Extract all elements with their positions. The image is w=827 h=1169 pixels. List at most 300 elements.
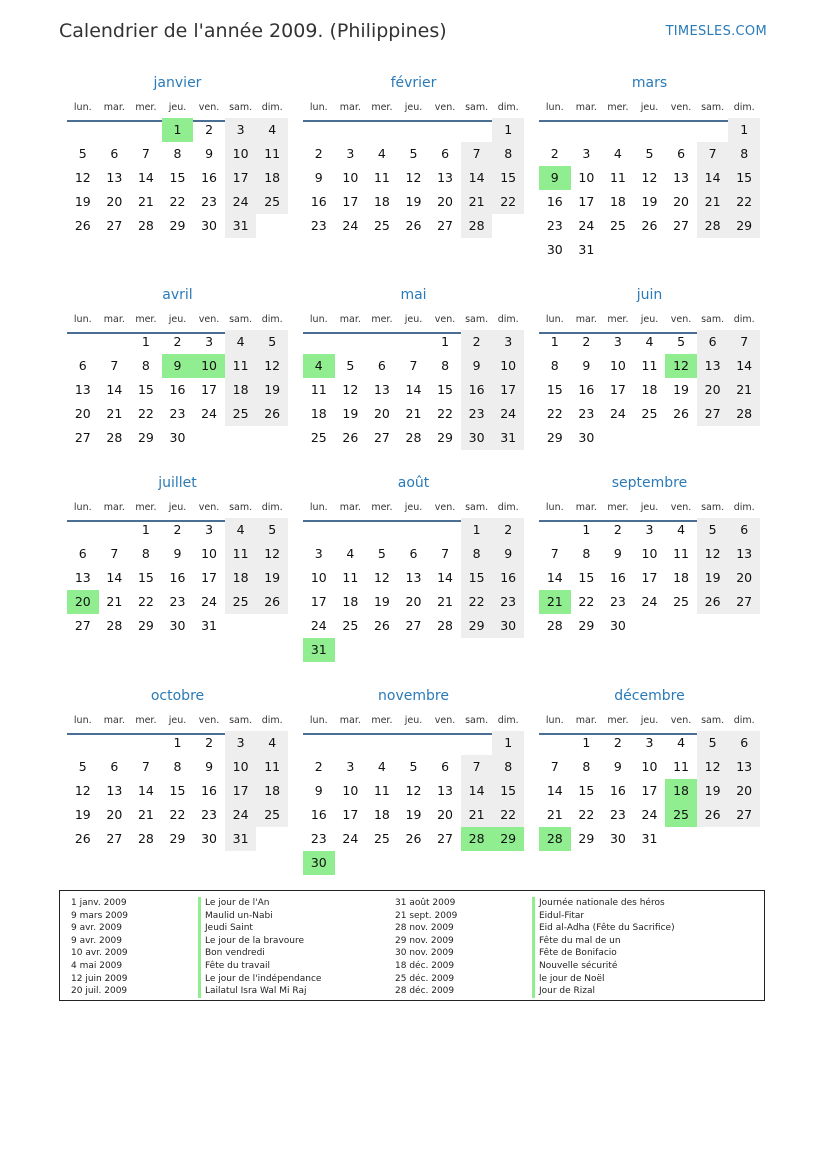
day-cell: 3	[645, 735, 654, 750]
day-cell: 2	[173, 522, 182, 537]
day-cell: 10	[609, 358, 626, 373]
day-cell: 4	[677, 735, 686, 750]
legend-date: 25 déc. 2009	[395, 973, 455, 984]
day-cell: 27	[106, 831, 123, 846]
day-cell: 15	[169, 783, 186, 798]
day-cell: 14	[697, 166, 729, 190]
weekday-header: sam.	[465, 314, 489, 325]
day-cell: 1	[441, 334, 450, 349]
day-cell: 3	[582, 146, 591, 161]
day-cell: 22	[492, 190, 524, 214]
day-cell: 30	[546, 242, 563, 257]
day-cell: 27	[437, 831, 453, 846]
day-cell: 23	[546, 218, 563, 233]
legend-holiday-name: Fête du mal de un	[532, 935, 675, 948]
day-cell: 8	[582, 759, 591, 774]
legend-date: 12 juin 2009	[71, 973, 128, 984]
day-cell: 6	[677, 146, 686, 161]
day-cell: 16	[492, 566, 524, 590]
day-cell: 18	[256, 166, 288, 190]
day-cell: 20	[437, 194, 453, 209]
day-cell: 13	[106, 170, 123, 185]
weekday-header: jeu.	[404, 502, 423, 513]
day-cell: 11	[641, 358, 658, 373]
legend-holiday-name: Journée nationale des héros	[532, 897, 675, 910]
day-cell: 27	[106, 218, 123, 233]
day-cell: 1	[492, 731, 524, 755]
weekday-header: dim.	[497, 314, 519, 325]
day-cell: 18	[641, 382, 658, 397]
legend-holiday-name: Eid al-Adha (Fête du Sacrifice)	[532, 922, 675, 935]
day-cell: 14	[461, 779, 493, 803]
day-cell: 27	[373, 430, 390, 445]
day-cell: 1	[550, 334, 559, 349]
day-cell: 6	[697, 330, 729, 354]
day-cell: 6	[110, 146, 119, 161]
weekday-header: jeu.	[404, 314, 423, 325]
legend-date: 28 déc. 2009	[395, 986, 455, 997]
weekday-header: jeu.	[168, 102, 187, 113]
day-cell: 6	[78, 546, 87, 561]
day-cell: 26	[697, 590, 729, 614]
day-cell: 25	[310, 430, 327, 445]
day-cell: 16	[609, 570, 626, 585]
day-cell: 1	[141, 334, 150, 349]
day-cell: 30	[169, 618, 186, 633]
day-cell: 11	[225, 354, 257, 378]
day-cell: 30	[492, 614, 524, 638]
legend-date: 18 déc. 2009	[395, 960, 455, 971]
weekday-header: sam.	[465, 102, 489, 113]
day-cell: 18	[256, 779, 288, 803]
legend-date: 20 juil. 2009	[71, 986, 128, 997]
day-cell: 18	[225, 566, 257, 590]
day-cell: 29	[578, 618, 595, 633]
day-cell: 20	[74, 406, 91, 421]
legend-date: 29 nov. 2009	[395, 935, 454, 946]
day-cell: 6	[441, 759, 450, 774]
day-cell: 22	[437, 406, 453, 421]
weekday-header: dim.	[261, 314, 283, 325]
day-cell: 18	[310, 406, 327, 421]
weekday-header: sam.	[701, 715, 725, 726]
legend-holiday-name: Le jour de l'An	[198, 897, 321, 910]
weekday-header: ven.	[434, 715, 456, 726]
day-cell: 29	[169, 831, 186, 846]
day-cell: 28	[697, 214, 729, 238]
day-cell: 19	[256, 378, 288, 402]
weekday-header: sam.	[465, 715, 489, 726]
day-cell: 19	[74, 807, 91, 822]
day-cell: 15	[492, 166, 524, 190]
day-cell: 31	[225, 214, 257, 238]
day-cell: 21	[106, 406, 123, 421]
day-cell: 11	[673, 546, 689, 561]
legend-date: 28 nov. 2009	[395, 923, 454, 934]
day-cell: 13	[373, 382, 390, 397]
weekday-header: sam.	[701, 314, 725, 325]
weekday-header: mer.	[135, 314, 157, 325]
day-cell: 26	[256, 402, 288, 426]
month-name: février	[390, 75, 437, 91]
day-cell: 21	[697, 190, 729, 214]
weekday-header: dim.	[497, 502, 519, 513]
day-cell: 26	[641, 218, 658, 233]
day-cell: 26	[74, 831, 91, 846]
day-cell: 6	[441, 146, 450, 161]
day-cell: 23	[310, 218, 327, 233]
day-cell: 19	[405, 194, 422, 209]
day-cell: 13	[697, 354, 729, 378]
legend-names-column-1	[198, 897, 321, 998]
day-cell: 26	[342, 430, 359, 445]
day-cell: 11	[373, 783, 390, 798]
day-cell: 22	[461, 590, 493, 614]
day-cell: 20	[106, 194, 123, 209]
day-cell: 18	[609, 194, 626, 209]
weekday-header: mer.	[607, 715, 629, 726]
day-cell: 26	[373, 618, 390, 633]
day-cell: 8	[173, 759, 182, 774]
day-cell: 10	[641, 546, 658, 561]
day-cell: 28	[137, 218, 154, 233]
day-cell: 30	[609, 831, 626, 846]
holiday-day-cell: 31	[303, 638, 335, 662]
day-cell: 28	[106, 430, 123, 445]
weekday-header: sam.	[701, 502, 725, 513]
day-cell: 24	[609, 406, 626, 421]
day-cell: 23	[578, 406, 595, 421]
weekday-header: dim.	[497, 102, 519, 113]
day-cell: 30	[578, 430, 595, 445]
day-cell: 9	[314, 783, 323, 798]
day-cell: 4	[613, 146, 622, 161]
day-cell: 6	[377, 358, 386, 373]
day-cell: 22	[578, 594, 595, 609]
day-cell: 11	[225, 542, 257, 566]
month-name: avril	[162, 287, 193, 303]
day-cell: 25	[225, 402, 257, 426]
day-cell: 16	[546, 194, 563, 209]
day-cell: 24	[641, 594, 658, 609]
day-cell: 15	[578, 570, 595, 585]
day-cell: 10	[578, 170, 595, 185]
day-cell: 26	[405, 831, 422, 846]
day-cell: 1	[173, 735, 182, 750]
weekday-header: ven.	[670, 314, 692, 325]
weekday-header: lun.	[545, 715, 564, 726]
day-cell: 24	[342, 218, 359, 233]
day-cell: 9	[314, 170, 323, 185]
day-cell: 4	[677, 522, 686, 537]
day-cell: 4	[256, 731, 288, 755]
day-cell: 19	[405, 807, 422, 822]
day-cell: 12	[256, 542, 288, 566]
day-cell: 18	[373, 194, 390, 209]
day-cell: 24	[201, 406, 217, 421]
weekday-header: mer.	[607, 502, 629, 513]
day-cell: 27	[405, 618, 422, 633]
weekday-header: lun.	[545, 102, 564, 113]
weekday-header: lun.	[73, 502, 92, 513]
day-cell: 20	[728, 566, 760, 590]
day-cell: 20	[405, 594, 422, 609]
day-cell: 8	[550, 358, 559, 373]
day-cell: 4	[645, 334, 654, 349]
day-cell: 14	[106, 382, 123, 397]
day-cell: 11	[256, 142, 288, 166]
day-cell: 16	[169, 570, 186, 585]
day-cell: 25	[373, 218, 390, 233]
day-cell: 10	[342, 170, 359, 185]
day-cell: 20	[697, 378, 729, 402]
weekday-header: mer.	[607, 102, 629, 113]
day-cell: 12	[641, 170, 658, 185]
day-cell: 21	[106, 594, 123, 609]
day-cell: 24	[310, 618, 327, 633]
day-cell: 21	[546, 807, 563, 822]
day-cell: 26	[256, 590, 288, 614]
weekday-header: lun.	[545, 314, 564, 325]
day-cell: 24	[578, 218, 595, 233]
day-cell: 24	[201, 594, 217, 609]
weekday-header: lun.	[545, 502, 564, 513]
day-cell: 2	[613, 522, 622, 537]
day-cell: 4	[346, 546, 355, 561]
day-cell: 1	[461, 518, 493, 542]
day-cell: 21	[405, 406, 422, 421]
weekday-header: jeu.	[640, 502, 659, 513]
day-cell: 15	[137, 570, 154, 585]
day-cell: 12	[697, 542, 729, 566]
day-cell: 10	[310, 570, 327, 585]
weekday-header: mar.	[103, 102, 125, 113]
day-cell: 23	[169, 594, 186, 609]
day-cell: 14	[405, 382, 422, 397]
legend-holiday-name: Nouvelle sécurité	[532, 960, 675, 973]
day-cell: 5	[78, 759, 87, 774]
day-cell: 17	[201, 570, 217, 585]
legend-holiday-name: Maulid un-Nabi	[198, 910, 321, 923]
day-cell: 27	[728, 803, 760, 827]
day-cell: 25	[256, 190, 288, 214]
weekday-header: mar.	[339, 715, 361, 726]
weekday-header: mer.	[371, 314, 393, 325]
day-cell: 22	[728, 190, 760, 214]
day-cell: 16	[609, 783, 626, 798]
weekday-header: mar.	[103, 314, 125, 325]
day-cell: 27	[74, 430, 91, 445]
day-cell: 25	[256, 803, 288, 827]
day-cell: 25	[609, 218, 626, 233]
day-cell: 30	[169, 430, 186, 445]
day-cell: 10	[225, 142, 257, 166]
weekday-header: lun.	[309, 102, 328, 113]
month-name: juillet	[158, 475, 197, 491]
holiday-day-cell: 9	[539, 166, 571, 190]
day-cell: 14	[461, 166, 493, 190]
day-cell: 10	[342, 783, 359, 798]
day-cell: 12	[342, 382, 359, 397]
weekday-header: dim.	[497, 715, 519, 726]
legend-date: 4 mai 2009	[71, 960, 123, 971]
day-cell: 12	[697, 755, 729, 779]
legend-date: 31 août 2009	[395, 898, 456, 908]
day-cell: 8	[141, 546, 150, 561]
day-cell: 17	[578, 194, 595, 209]
day-cell: 23	[492, 590, 524, 614]
day-cell: 1	[492, 118, 524, 142]
day-cell: 19	[673, 382, 689, 397]
day-cell: 11	[609, 170, 626, 185]
day-cell: 2	[173, 334, 182, 349]
day-cell: 22	[137, 594, 154, 609]
day-cell: 16	[578, 382, 595, 397]
day-cell: 7	[461, 755, 493, 779]
day-cell: 2	[550, 146, 559, 161]
day-cell: 19	[342, 406, 359, 421]
day-cell: 3	[645, 522, 654, 537]
weekday-header: sam.	[701, 102, 725, 113]
day-cell: 1	[728, 118, 760, 142]
holiday-day-cell: 4	[303, 354, 335, 378]
day-cell: 11	[673, 759, 689, 774]
day-cell: 8	[492, 755, 524, 779]
day-cell: 12	[405, 783, 422, 798]
weekday-header: mar.	[339, 314, 361, 325]
day-cell: 9	[205, 759, 214, 774]
day-cell: 29	[578, 831, 595, 846]
day-cell: 21	[437, 594, 453, 609]
day-cell: 7	[141, 759, 150, 774]
day-cell: 27	[697, 402, 729, 426]
day-cell: 7	[409, 358, 418, 373]
day-cell: 17	[310, 594, 327, 609]
day-cell: 17	[609, 382, 626, 397]
weekday-header: ven.	[198, 102, 220, 113]
day-cell: 12	[74, 783, 91, 798]
day-cell: 30	[461, 426, 493, 450]
weekday-header: lun.	[309, 715, 328, 726]
day-cell: 17	[641, 570, 658, 585]
day-cell: 7	[728, 330, 760, 354]
day-cell: 23	[609, 594, 626, 609]
legend-date: 21 sept. 2009	[395, 910, 458, 921]
day-cell: 11	[256, 755, 288, 779]
holiday-day-cell: 25	[665, 803, 697, 827]
day-cell: 17	[225, 166, 257, 190]
month-name: mai	[400, 287, 427, 303]
day-cell: 9	[613, 546, 622, 561]
day-cell: 4	[225, 330, 257, 354]
day-cell: 13	[405, 570, 422, 585]
day-cell: 19	[641, 194, 658, 209]
day-cell: 4	[225, 518, 257, 542]
holiday-day-cell: 28	[539, 827, 571, 851]
weekday-header: lun.	[73, 314, 92, 325]
weekday-header: mer.	[135, 502, 157, 513]
day-cell: 19	[697, 566, 729, 590]
day-cell: 19	[697, 779, 729, 803]
day-cell: 22	[578, 807, 595, 822]
month-name: janvier	[153, 75, 202, 91]
day-cell: 18	[342, 594, 359, 609]
weekday-header: mar.	[575, 715, 597, 726]
day-cell: 18	[673, 570, 689, 585]
legend-holiday-name: Eidul-Fitar	[532, 910, 675, 923]
day-cell: 9	[173, 546, 182, 561]
legend-date: 9 mars 2009	[71, 910, 129, 921]
weekday-header: lun.	[73, 102, 92, 113]
day-cell: 20	[106, 807, 123, 822]
weekday-header: lun.	[309, 502, 328, 513]
weekday-header: mer.	[607, 314, 629, 325]
day-cell: 4	[256, 118, 288, 142]
day-cell: 24	[492, 402, 524, 426]
weekday-header: ven.	[434, 314, 456, 325]
day-cell: 25	[673, 594, 689, 609]
day-cell: 20	[437, 807, 453, 822]
weekday-header: sam.	[229, 314, 253, 325]
day-cell: 2	[582, 334, 591, 349]
day-cell: 15	[137, 382, 154, 397]
weekday-header: mer.	[371, 102, 393, 113]
day-cell: 1	[141, 522, 150, 537]
day-cell: 29	[728, 214, 760, 238]
weekday-header: ven.	[198, 715, 220, 726]
day-cell: 18	[225, 378, 257, 402]
day-cell: 3	[225, 118, 257, 142]
legend-dates-column-2	[395, 897, 457, 998]
day-cell: 6	[728, 731, 760, 755]
day-cell: 29	[169, 218, 186, 233]
day-cell: 29	[137, 618, 154, 633]
day-cell: 25	[342, 618, 359, 633]
holiday-day-cell: 12	[665, 354, 697, 378]
weekday-header: mar.	[575, 314, 597, 325]
day-cell: 28	[137, 831, 154, 846]
day-cell: 2	[461, 330, 493, 354]
day-cell: 29	[546, 430, 563, 445]
holiday-day-cell: 9	[162, 354, 194, 378]
weekday-header: sam.	[229, 102, 253, 113]
day-cell: 23	[201, 807, 217, 822]
day-cell: 7	[550, 759, 559, 774]
day-cell: 21	[137, 807, 154, 822]
holiday-day-cell: 28	[461, 827, 493, 851]
day-cell: 6	[110, 759, 119, 774]
weekday-header: dim.	[733, 502, 755, 513]
month-divider	[539, 120, 760, 122]
weekday-header: ven.	[198, 314, 220, 325]
day-cell: 14	[437, 570, 453, 585]
day-cell: 3	[492, 330, 524, 354]
day-cell: 10	[641, 759, 658, 774]
weekday-header: mar.	[339, 102, 361, 113]
day-cell: 11	[373, 170, 390, 185]
day-cell: 21	[461, 190, 493, 214]
day-cell: 13	[106, 783, 123, 798]
weekday-header: mer.	[135, 102, 157, 113]
weekday-header: ven.	[434, 502, 456, 513]
weekday-header: mer.	[371, 502, 393, 513]
day-cell: 31	[641, 831, 658, 846]
day-cell: 8	[441, 358, 450, 373]
weekday-header: jeu.	[640, 314, 659, 325]
weekday-header: mar.	[575, 102, 597, 113]
month-divider	[303, 120, 524, 122]
site-link[interactable]: TIMESLES.COM	[665, 24, 767, 39]
